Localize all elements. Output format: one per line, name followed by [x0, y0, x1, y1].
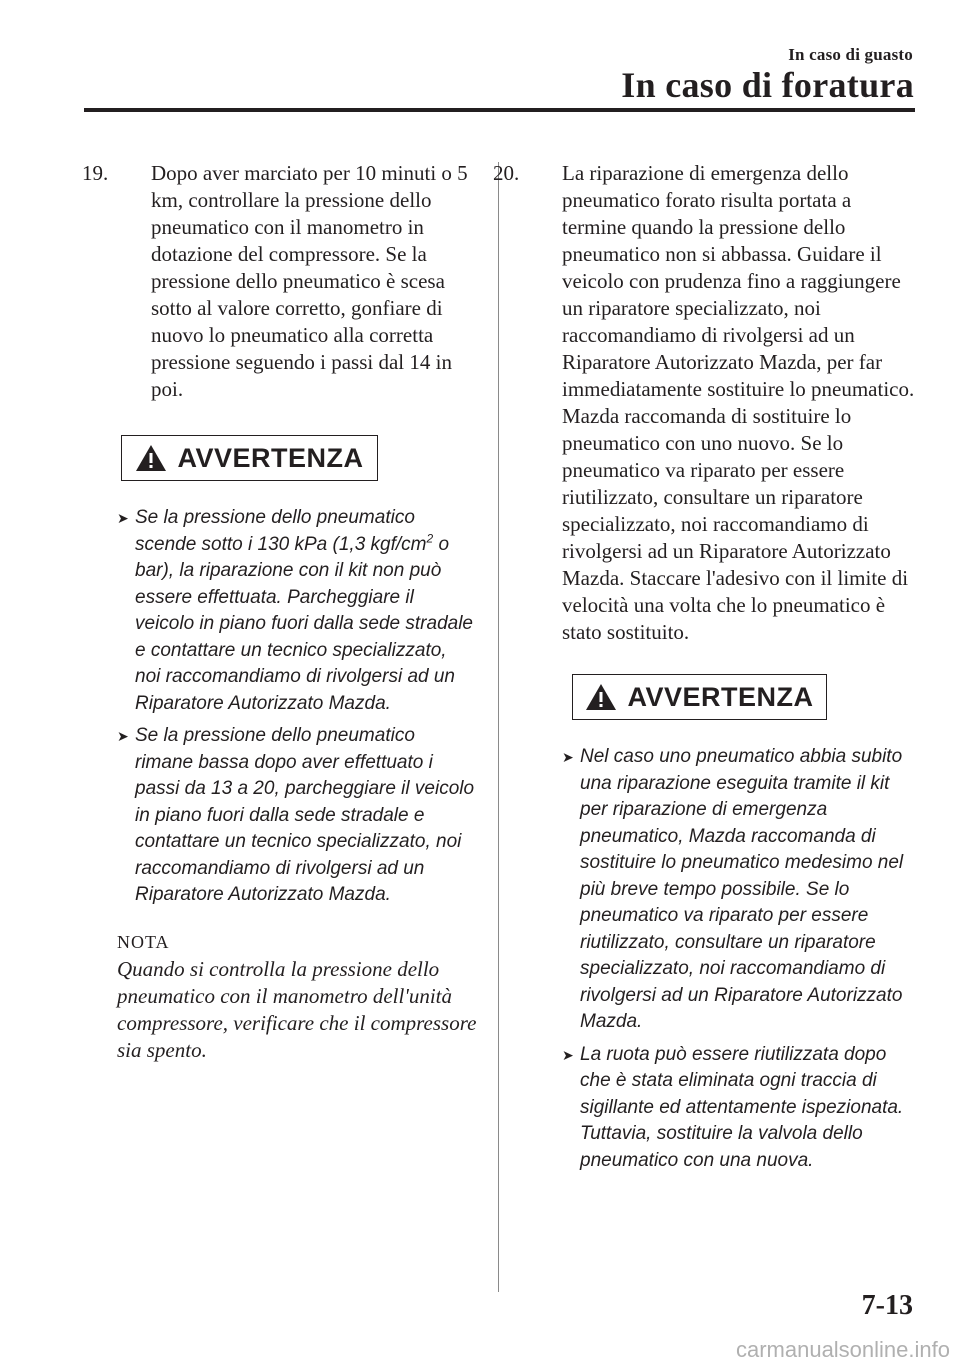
superscript: 2 — [426, 531, 434, 546]
note-label: NOTA — [117, 931, 170, 952]
step-text: La riparazione di emergenza dello pneumatico forato risulta portata a termine quando la pressione dello pneumatico non si abbassa. Guidare il veicolo con prudenza fino a raggiungere un riparatore specializzato, noi raccomandiamo di rivolgersi ad un Riparatore Autorizzato Mazda, per far immediatamente sostituire lo pneumatico. Mazda raccomanda di sostituire lo pneumatico con uno nuovo. Se lo pneumatico va riparato per essere riutilizzato, consultare un riparatore specializzato, noi raccomandiamo di rivolgersi ad un Riparatore Autorizzato Mazda. Staccare l'adesivo con il limite di velocità una volta che lo pneumatico è stato sostituito. — [562, 161, 915, 644]
list-item — [562, 744, 920, 1036]
list-item — [562, 1042, 920, 1175]
arrowhead-bullet-icon: ➤ — [562, 1046, 574, 1063]
list-item — [117, 723, 477, 909]
warning-box — [572, 674, 827, 720]
step-20 — [493, 160, 920, 646]
step-number: 19. — [82, 161, 109, 185]
page-title: In caso di foratura — [621, 65, 914, 105]
page-number: 7-13 — [861, 1290, 913, 1321]
list-item — [117, 505, 477, 717]
warning-label: AVVERTENZA — [177, 442, 364, 473]
warning-list — [562, 744, 920, 1174]
warning-triangle-icon — [135, 444, 167, 472]
arrowhead-bullet-icon: ➤ — [117, 510, 129, 526]
warning-triangle-icon — [585, 683, 617, 711]
left-column — [82, 160, 477, 1064]
right-column — [493, 160, 920, 1180]
step-19 — [82, 160, 477, 403]
column-divider — [498, 162, 499, 1292]
arrowhead-bullet-icon: ➤ — [117, 728, 129, 744]
bullet-text: Se la pressione dello pneumatico rimane bassa dopo aver effettuato i passi da 13 a 20, parcheggiare il veicolo in piano fuori dalla sede stradale e contattare un tecnico specializzato, noi raccomandiamo di rivolgersi ad un Riparatore Autorizzato Mazda. — [135, 725, 475, 905]
watermark: carmanualsonline.info — [735, 1337, 950, 1362]
bullet-text-part: Se la pressione dello pneumatico scende sotto i 130 kPa (1,3 kgf/cm — [135, 507, 427, 555]
header-section: In caso di guasto — [788, 45, 913, 64]
step-number: 20. — [493, 161, 520, 185]
note-text: Quando si controlla la pressione dello pneumatico con il manometro dell'unità compressore, verificare che il compressore sia spento. — [117, 956, 477, 1062]
header-rule — [84, 108, 915, 112]
warning-box — [121, 435, 378, 481]
step-text: Dopo aver marciato per 10 minuti o 5 km, controllare la pressione dello pneumatico con il manometro in dotazione del compressore. Se la pressione dello pneumatico è scesa sotto al valore corretto, gonfiare di nuovo lo pneumatico alla corretta pressione seguendo i passi dal 14 in poi. — [151, 161, 468, 401]
bullet-text: La ruota può essere riutilizzata dopo che è stata eliminata ogni traccia di sigillante ed attentamente ispezionata. Tuttavia, sostituire la valvola dello pneumatico con una nuova. — [580, 1043, 904, 1171]
note — [117, 929, 477, 1064]
warning-list — [117, 505, 477, 909]
warning-label: AVVERTENZA — [627, 681, 814, 712]
bullet-text-part: o bar), la riparazione con il kit non può essere effettuata. Parcheggiare il veicolo in piano fuori dalla sede stradale e contattare un tecnico specializzato, noi raccomandiamo di rivolgersi ad un Riparatore Autorizzato Mazda. — [135, 533, 473, 714]
arrowhead-bullet-icon: ➤ — [562, 749, 574, 765]
bullet-text: Nel caso uno pneumatico abbia subito una riparazione eseguita tramite il kit per riparazione di emergenza pneumatico, Mazda raccomanda di sostituire lo pneumatico medesimo nel più breve tempo possibile. Se lo pneumatico va riparato per essere riutilizzato, consultare un riparatore specializzato, noi raccomandiamo di rivolgersi ad un Riparatore Autorizzato Mazda. — [580, 746, 904, 1032]
